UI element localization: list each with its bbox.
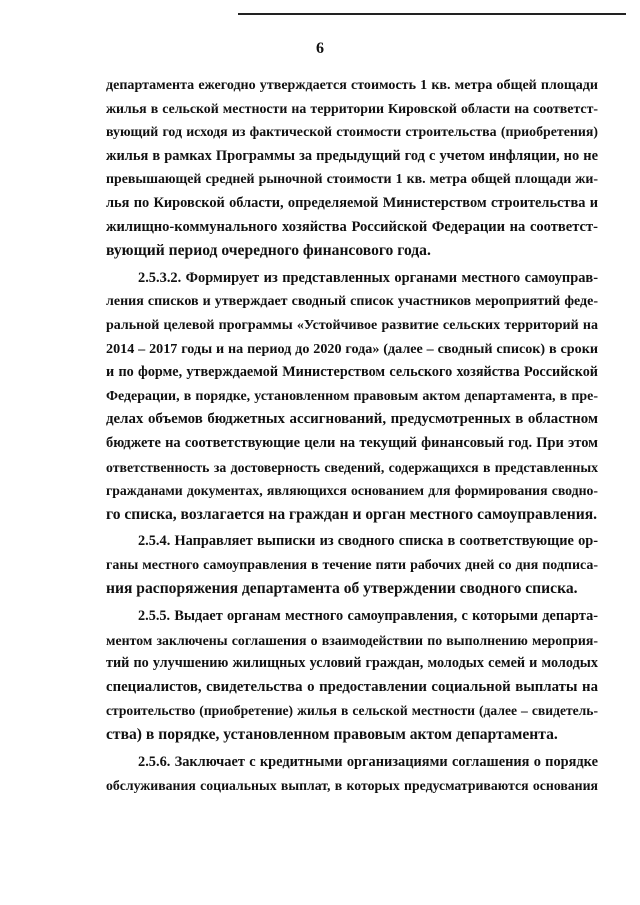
paragraph-2-5-6: [106, 751, 598, 798]
text-line: обслуживания социальных выплат, в которых предусматриваются основания: [106, 778, 598, 794]
text-line: лья по Кировской области, определяемой Министерством строительства и: [106, 194, 598, 211]
text-line: департамента ежегодно утверждается стоимость 1 кв. метра общей площади: [106, 77, 598, 93]
text-line: 2014 – 2017 годы и на период до 2020 года» (далее – сводный список) в сроки: [106, 340, 598, 357]
text-line: го списка, возлагается на граждан и орган местного самоуправления.: [106, 505, 598, 523]
text-line: ния распоряжения департамента об утверждении сводного списка.: [106, 580, 578, 598]
text-line: жилья в сельской местности на территории Кировской области на соответст-: [106, 101, 598, 117]
text-line: вующий год исходя из фактической стоимости строительства (приобретения): [106, 125, 598, 141]
text-line: строительство (приобретение) жилья в сельской местности (далее – свидетель-: [106, 703, 598, 719]
document-body: [106, 74, 598, 798]
text-line: ральной целевой программы «Устойчивое развитие сельских территорий на: [106, 317, 598, 333]
paragraph-2-5-3-2: [106, 267, 598, 527]
text-line: делах объемов бюджетных ассигнований, предусмотренных в областном: [106, 411, 598, 428]
text-line: ства) в порядке, установленном правовым актом департамента.: [106, 726, 558, 744]
paragraph-continuation: [106, 74, 598, 263]
text-line: и по форме, утверждаемой Министерством сельского хозяйства Российской: [106, 364, 598, 381]
text-line: гражданами документах, являющихся основанием для формирования сводно-: [106, 483, 598, 499]
text-line: бюджете на соответствующие цели на текущий финансовый год. При этом: [106, 434, 598, 451]
text-line: 2.5.6. Заключает с кредитными организациями соглашения о порядке: [138, 753, 598, 770]
text-line: вующий период очередного финансового года.: [106, 242, 431, 260]
paragraph-2-5-4: [106, 530, 598, 601]
text-line: ления списков и утверждает сводный список участников мероприятий феде-: [106, 294, 598, 310]
text-line: ганы местного самоуправления в течение пяти рабочих дней со дня подписа-: [106, 557, 598, 573]
text-line: тий по улучшению жилищных условий граждан, молодых семей и молодых: [106, 655, 598, 672]
text-line: превышающей средней рыночной стоимости 1 кв. метра общей площади жи-: [106, 172, 598, 188]
text-line: специалистов, свидетельства о предоставлении социальной выплаты на: [106, 678, 598, 695]
page-number: 6: [316, 40, 324, 57]
text-line: жилья в рамках Программы за предыдущий год с учетом инфляции, но не: [106, 147, 598, 164]
text-line: 2.5.4. Направляет выписки из сводного списка в соответствующие ор-: [138, 533, 598, 550]
paragraph-2-5-5: [106, 605, 598, 747]
text-line: 2.5.5. Выдает органам местного самоуправления, с которыми департа-: [138, 608, 598, 625]
text-line: ответственность за достоверность сведений, содержащихся в представленных: [106, 459, 598, 475]
text-line: жилищно-коммунального хозяйства Российской Федерации на соответст-: [106, 218, 598, 235]
header-rule: [238, 13, 626, 15]
text-line: 2.5.3.2. Формирует из представленных органами местного самоуправ-: [138, 269, 598, 286]
text-line: Федерации, в порядке, установленном правовым актом департамента, в пре-: [106, 388, 598, 404]
text-line: ментом заключены соглашения о взаимодействии по выполнению мероприя-: [106, 632, 598, 648]
